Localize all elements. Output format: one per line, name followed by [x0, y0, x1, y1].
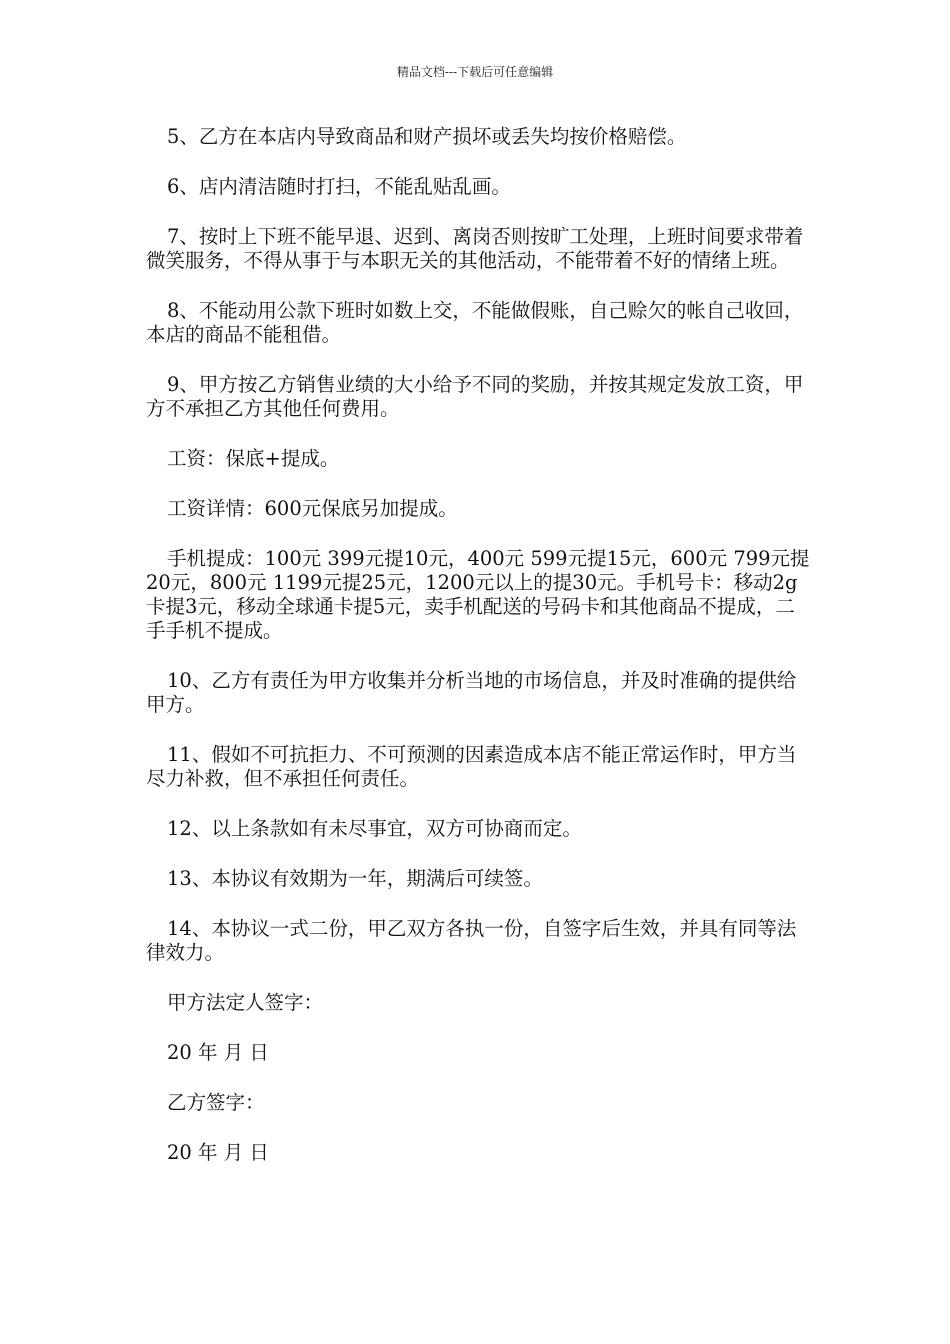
clause-9: 9、甲方按乙方销售业绩的大小给予不同的奖励，并按其规定发放工资，甲方不承担乙方其他任何费用。: [146, 373, 804, 420]
party-a-date: 20 年 月 日: [167, 1041, 269, 1064]
clause-8: 8、不能动用公款下班时如数上交，不能做假账，自己赊欠的帐自己收回，本店的商品不能租借。: [146, 299, 804, 346]
salary-line: 工资：保底+提成。: [167, 447, 340, 470]
page-header: 精品文档---下载后可任意编辑: [396, 65, 554, 79]
clause-7: 7、按时上下班不能早退、迟到、离岗否则按旷工处理，上班时间要求带着微笑服务，不得从事于与本职无关的其他活动，不能带着不好的情绪上班。: [146, 225, 804, 272]
clause-11: 11、假如不可抗拒力、不可预测的因素造成本店不能正常运作时，甲方当尽力补救，但不承担任何责任。: [146, 743, 797, 790]
clause-13: 13、本协议有效期为一年，期满后可续签。: [167, 867, 543, 890]
document-body: [146, 125, 810, 1191]
party-a-signature: 甲方法定人签字：: [167, 991, 324, 1014]
clause-5: 5、乙方在本店内导致商品和财产损坏或丢失均按价格赔偿。: [167, 125, 687, 148]
party-b-signature: 乙方签字：: [167, 1091, 265, 1114]
clause-14: 14、本协议一式二份，甲乙双方各执一份，自签字后生效，并具有同等法律效力。: [146, 917, 797, 964]
phone-commission: 手机提成：100元 399元提10元，400元 599元提15元，600元 799元提20元，800元 1199元提25元，1200元以上的提30元。手机号卡：移动2g卡提3元，移动全球通卡提5元，卖手机配送的号码卡和其他商品不提成，二手手机不提成。: [146, 547, 810, 642]
party-b-date: 20 年 月 日: [167, 1141, 269, 1164]
clause-6: 6、店内清洁随时打扫，不能乱贴乱画。: [167, 175, 511, 198]
salary-detail: 工资详情：600元保底另加提成。: [167, 497, 458, 520]
clause-12: 12、以上条款如有未尽事宜，双方可协商而定。: [167, 817, 582, 840]
clause-10: 10、乙方有责任为甲方收集并分析当地的市场信息，并及时准确的提供给甲方。: [146, 669, 797, 716]
